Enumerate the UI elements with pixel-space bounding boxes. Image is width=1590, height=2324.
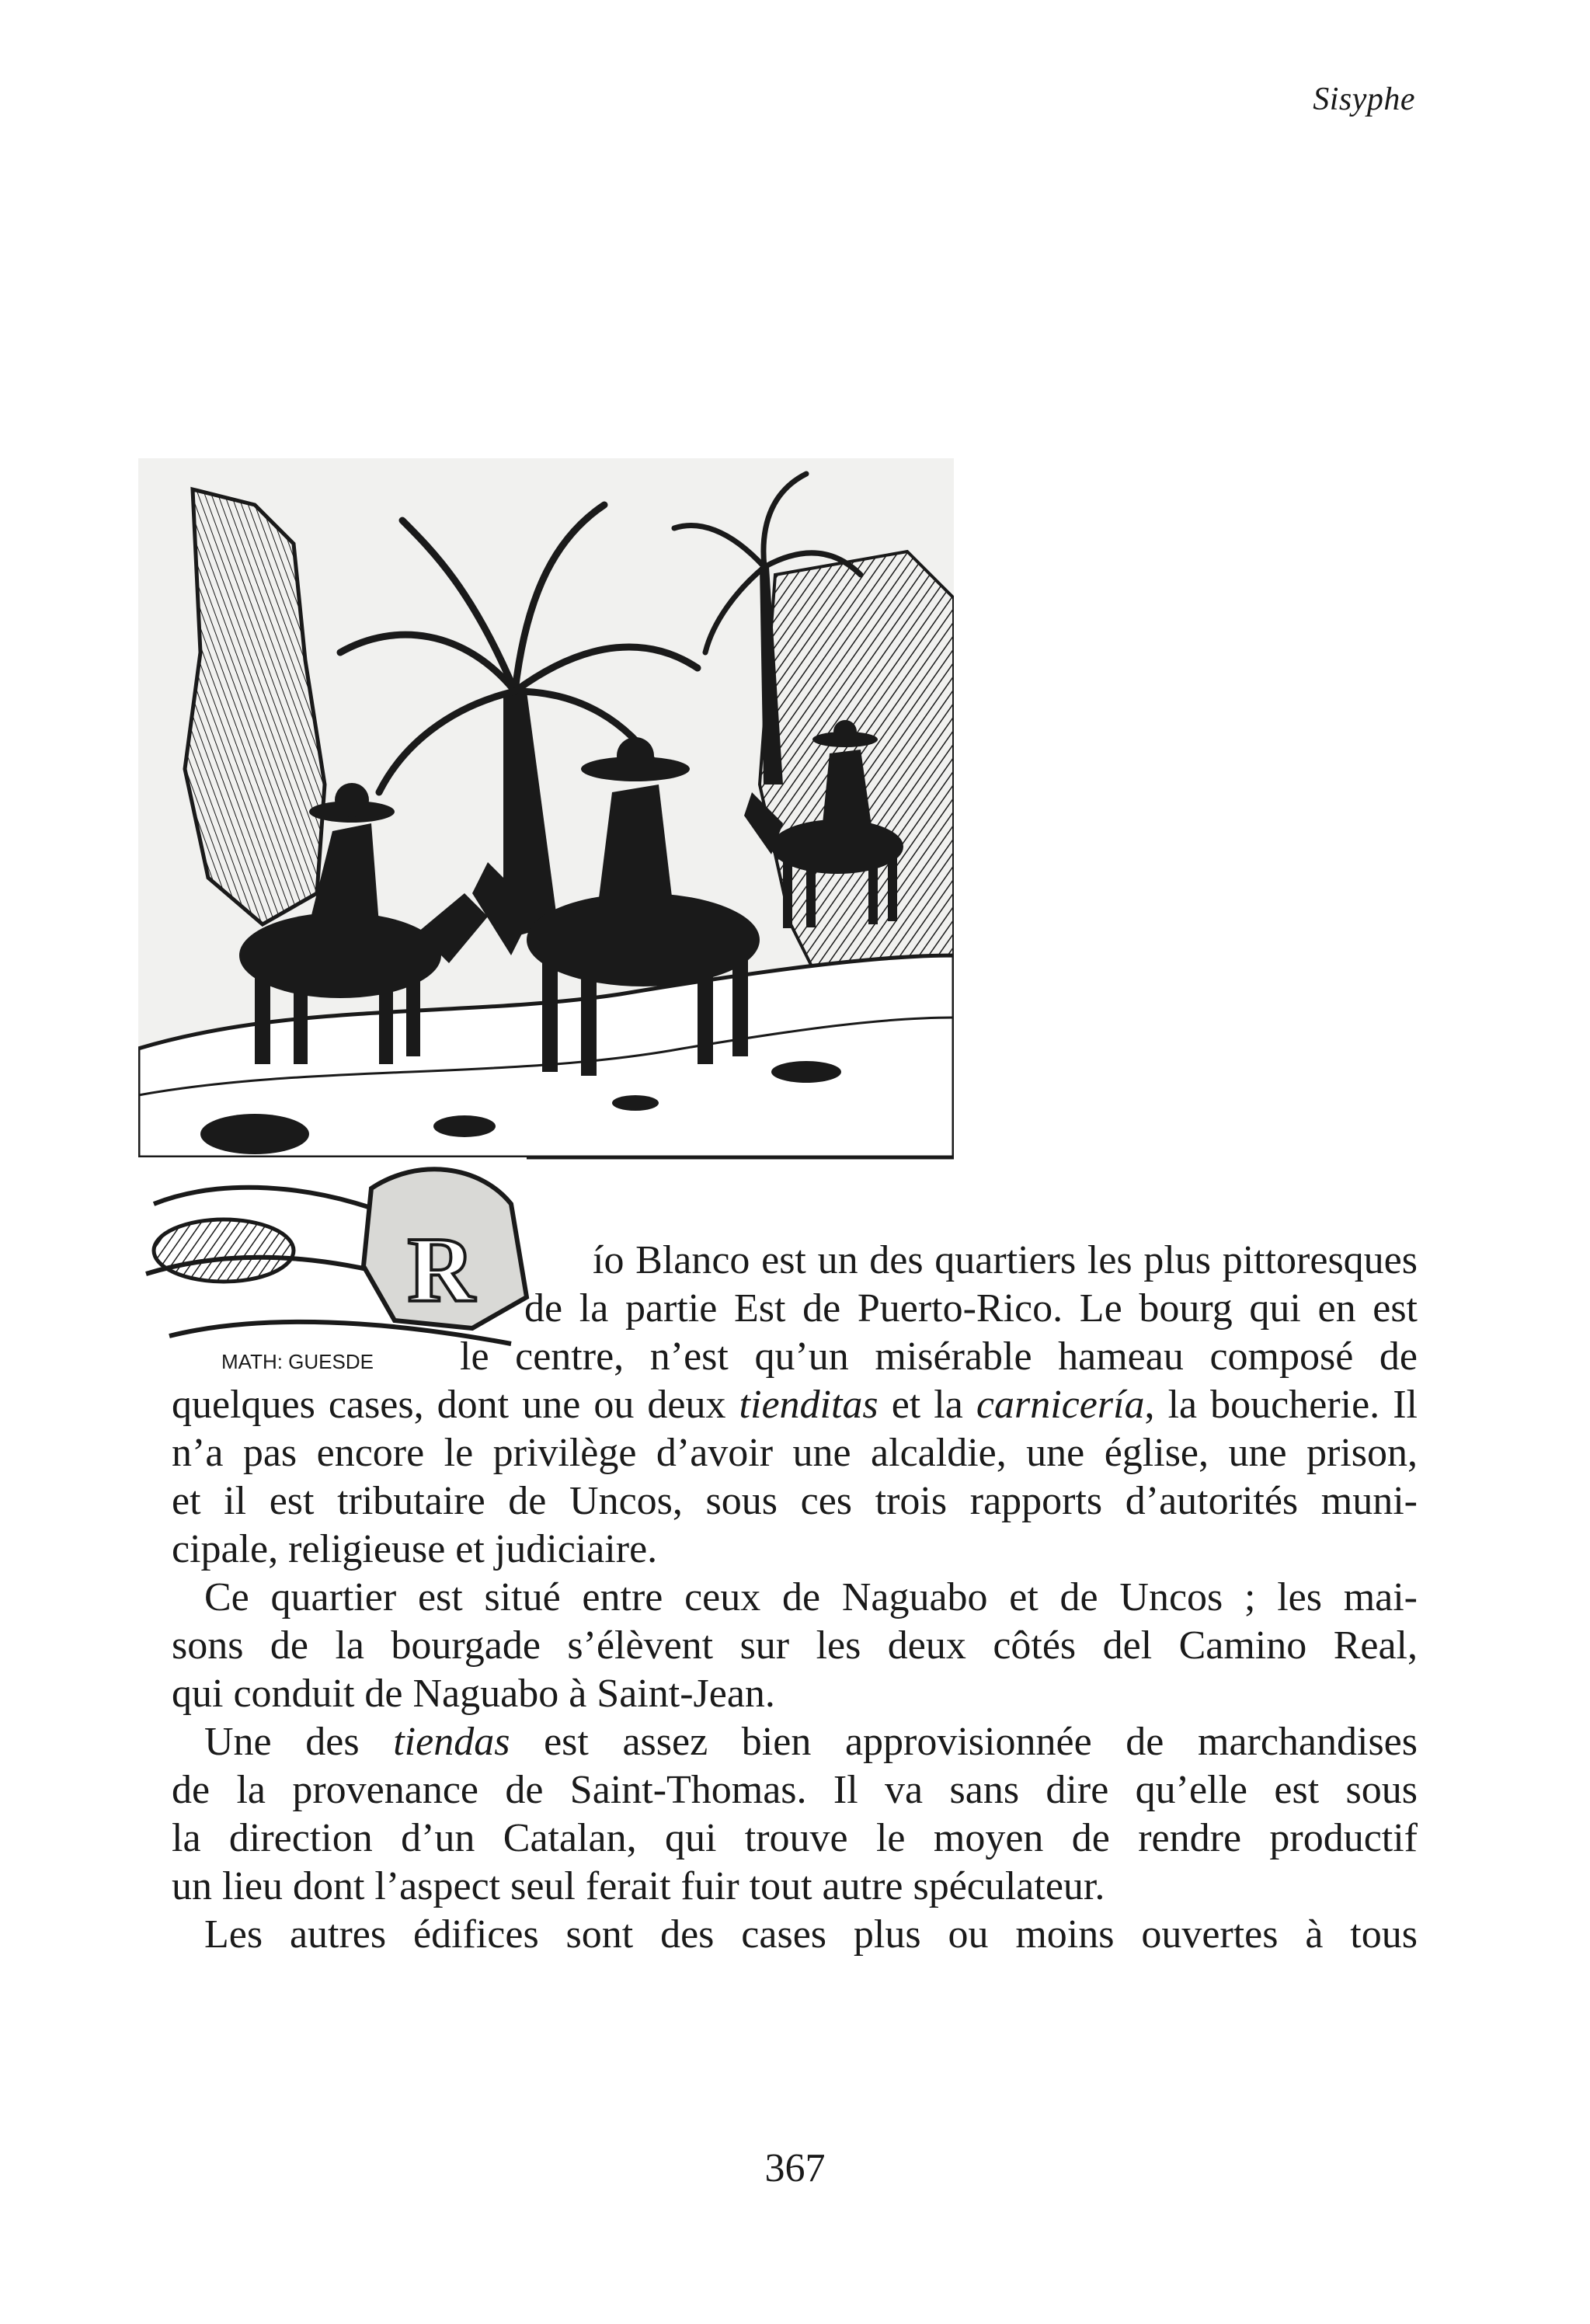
text-run: est assez bien approvisionnée de marchandises xyxy=(510,1720,1418,1764)
text-run: ío Blanco est un des quartiers les plus pittoresques xyxy=(593,1238,1418,1282)
text-line xyxy=(204,1912,1418,1957)
text-line xyxy=(460,1334,1418,1379)
text-run: n’a pas encore le privilège d’avoir une alcaldie, une église, une prison, xyxy=(172,1431,1418,1475)
drop-cap-letter: R xyxy=(407,1218,475,1321)
text-run: cipale, religieuse et judiciaire. xyxy=(172,1527,658,1571)
text-line xyxy=(204,1575,1418,1619)
text-run: Les autres édifices sont des cases plus ou moins ouvertes à tous xyxy=(204,1912,1418,1957)
text-line xyxy=(172,1529,657,1570)
text-line xyxy=(172,1864,1105,1908)
text-run: le centre, n’est qu’un misérable hameau composé de xyxy=(460,1334,1418,1379)
text-line xyxy=(172,1770,1418,1811)
text-run: et il est tributaire de Uncos, sous ces trois rapports d’autorités muni- xyxy=(172,1479,1418,1523)
woodcut-illustration xyxy=(138,458,954,1375)
text-line xyxy=(172,1674,775,1714)
text-run: sons de la bourgade s’élèvent sur les deux côtés del Camino Real, xyxy=(172,1623,1418,1668)
text-line xyxy=(172,1385,1418,1425)
italic-term: tiendas xyxy=(393,1720,510,1764)
text-run: de la partie Est de Puerto-Rico. Le bourg qui en est xyxy=(524,1286,1418,1331)
text-run: et la xyxy=(878,1383,976,1427)
text-run: , la boucherie. Il xyxy=(1144,1383,1418,1427)
text-run: un lieu dont l’aspect seul ferait fuir tout autre spéculateur. xyxy=(172,1864,1105,1908)
italic-term: tienditas xyxy=(739,1383,879,1427)
text-run: Ce quartier est situé entre ceux de Naguabo et de Uncos ; les mai- xyxy=(204,1575,1418,1619)
text-line xyxy=(172,1818,1418,1859)
page-number: 367 xyxy=(764,2146,826,2190)
text-line xyxy=(593,1240,1418,1281)
running-head: Sisyphe xyxy=(1313,82,1415,117)
text-run: de la provenance de Saint-Thomas. Il va sans dire qu’elle est sous xyxy=(172,1768,1418,1812)
text-line xyxy=(172,1481,1418,1522)
text-line xyxy=(172,1433,1418,1473)
illustrator-signature: MATH: GUESDE xyxy=(221,1350,374,1373)
text-line xyxy=(204,1722,1418,1762)
italic-term: carnicería xyxy=(976,1383,1145,1427)
text-run: qui conduit de Naguabo à Saint-Jean. xyxy=(172,1672,775,1716)
text-line xyxy=(172,1623,1418,1668)
text-line xyxy=(524,1286,1418,1331)
text-run: la direction d’un Catalan, qui trouve le moyen de rendre productif xyxy=(172,1816,1418,1860)
text-run: quelques cases, dont une ou deux xyxy=(172,1383,739,1427)
text-run: Une des xyxy=(204,1720,394,1764)
